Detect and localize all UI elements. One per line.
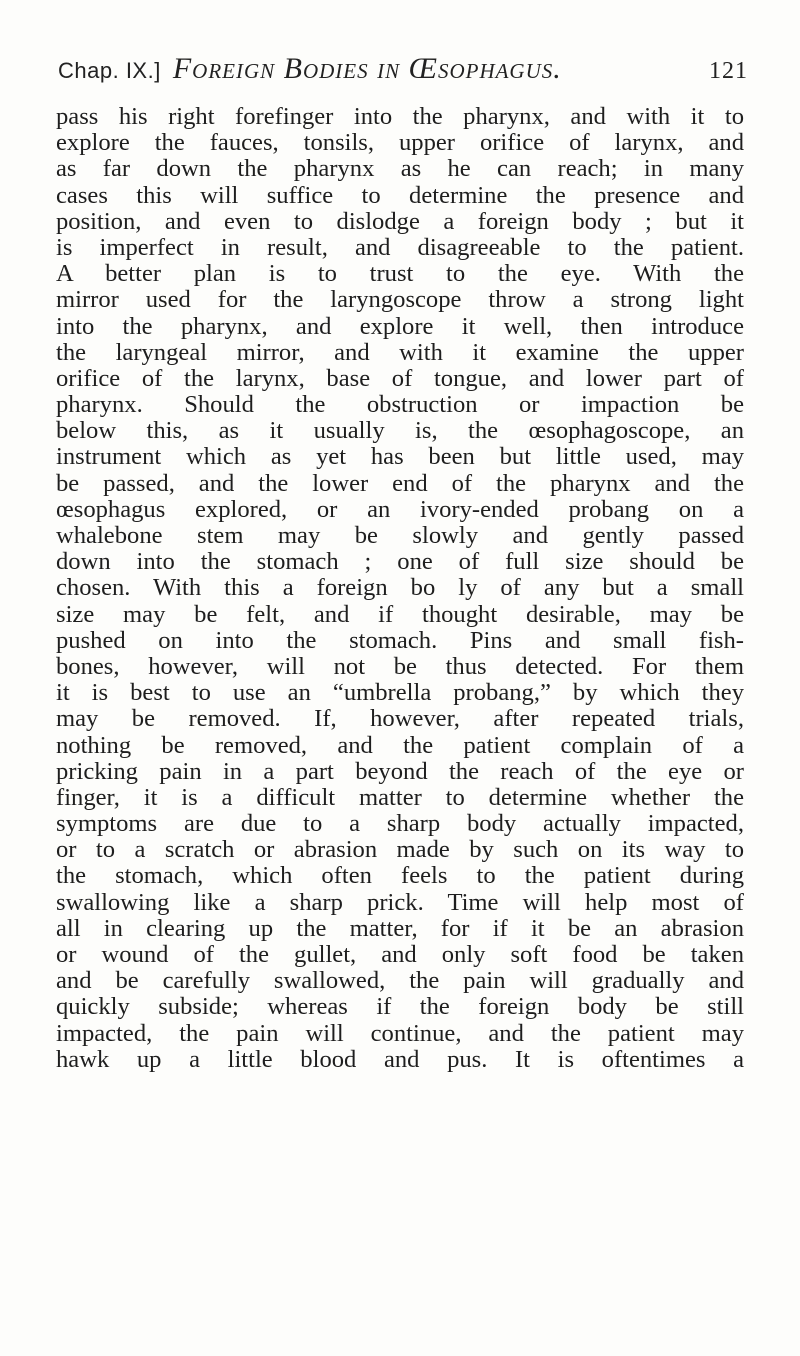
text-line: instrument which as yet has been but little used, may xyxy=(56,444,744,471)
text-line: position, and even to dislodge a foreign body ; but it xyxy=(56,208,744,235)
text-line: all in clearing up the matter, for if it be an abrasion xyxy=(56,915,744,942)
running-head xyxy=(58,52,748,92)
text-line: into the pharynx, and explore it well, then introduce xyxy=(56,313,744,340)
text-line: bones, however, will not be thus detected. For them xyxy=(56,653,744,680)
page-number: 121 xyxy=(709,58,748,84)
text-line: pushed on into the stomach. Pins and small fish- xyxy=(56,627,744,654)
text-line: impacted, the pain will continue, and the patient may xyxy=(56,1020,744,1047)
text-line: it is best to use an “umbrella probang,” by which they xyxy=(56,680,744,707)
text-line: quickly subside; whereas if the foreign body be still xyxy=(56,994,744,1021)
text-line: is imperfect in result, and disagreeable to the patient. xyxy=(56,234,744,261)
text-line: cases this will suffice to determine the presence and xyxy=(56,182,744,209)
text-line: may be removed. If, however, after repeated trials, xyxy=(56,706,744,733)
text-line: A better plan is to trust to the eye. With the xyxy=(56,261,744,288)
text-line: symptoms are due to a sharp body actually impacted, xyxy=(56,811,744,838)
chapter-label: Chap. IX.] xyxy=(58,58,161,83)
text-line: as far down the pharynx as he can reach; in many xyxy=(56,156,744,183)
body-paragraph xyxy=(56,104,744,1073)
text-line: whalebone stem may be slowly and gently passed xyxy=(56,523,744,549)
text-line: nothing be removed, and the patient complain of a xyxy=(56,732,744,759)
text-line: the stomach, which often feels to the patient during xyxy=(56,863,744,890)
text-line: size may be felt, and if thought desirable, may be xyxy=(56,601,744,628)
text-line: down into the stomach ; one of full size should be xyxy=(56,549,744,576)
text-line: the laryngeal mirror, and with it examine the upper xyxy=(56,339,744,366)
text-line: mirror used for the laryngoscope throw a strong light xyxy=(56,287,744,314)
text-line: pass his right forefinger into the pharynx, and with it to xyxy=(56,104,744,130)
text-line: and be carefully swallowed, the pain will gradually and xyxy=(56,968,744,995)
text-line: chosen. With this a foreign bo ly of any but a small xyxy=(56,575,744,602)
text-line: hawk up a little blood and pus. It is oftentimes a xyxy=(56,1046,744,1073)
text-line: œsophagus explored, or an ivory-ended probang on a xyxy=(56,496,744,523)
text-line: explore the fauces, tonsils, upper orifice of larynx, and xyxy=(56,130,744,157)
text-line: swallowing like a sharp prick. Time will help most of xyxy=(56,889,744,916)
text-line: pricking pain in a part beyond the reach of the eye or xyxy=(56,758,744,785)
text-line: pharynx. Should the obstruction or impaction be xyxy=(56,392,744,419)
running-title: Foreign Bodies in Œsophagus. xyxy=(172,52,562,85)
text-line: below this, as it usually is, the œsophagoscope, an xyxy=(56,418,744,445)
text-line: or to a scratch or abrasion made by such on its way to xyxy=(56,837,744,864)
text-line: orifice of the larynx, base of tongue, and lower part of xyxy=(56,365,744,392)
text-line: be passed, and the lower end of the pharynx and the xyxy=(56,470,744,497)
text-line: finger, it is a difficult matter to determine whether the xyxy=(56,784,744,811)
text-line: or wound of the gullet, and only soft food be taken xyxy=(56,942,744,968)
